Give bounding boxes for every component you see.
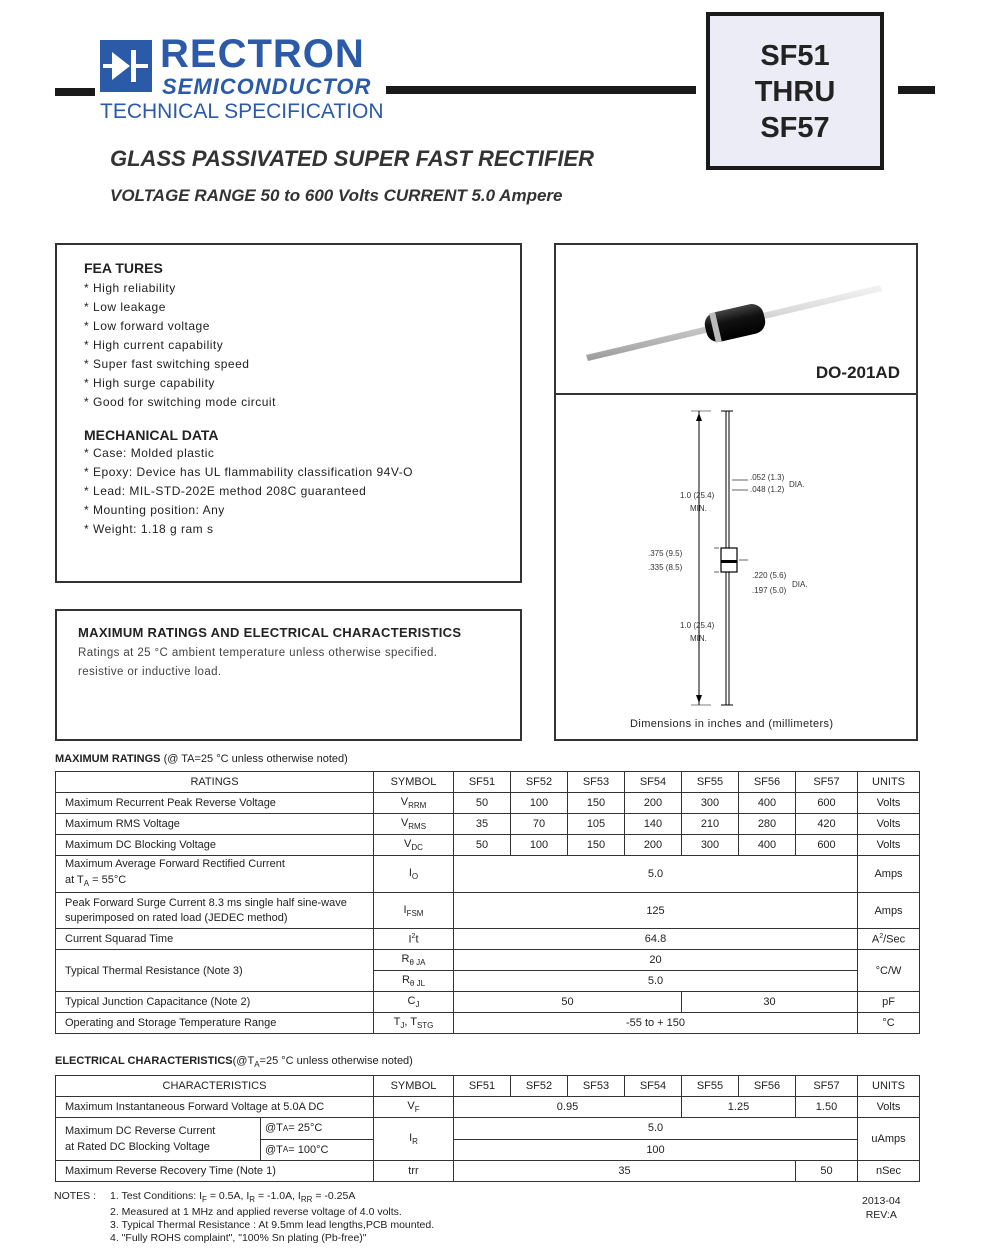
dim-len-top-1: 1.0 (25.4) [680,491,715,500]
dim-body-dia-2: .197 (5.0) [752,586,787,595]
revision-date: 2013-04 [862,1195,901,1207]
package-name: DO-201AD [815,363,900,382]
part-line-3: SF57 [760,112,830,144]
list-item: * Case: Molded plastic [84,446,215,460]
notes-section [54,1190,434,1245]
table-row: Maximum Reverse Recovery Time (Note 1) trr 35 50 nSec [56,1161,920,1182]
dim-len-bot-1: 1.0 (25.4) [680,621,715,630]
dim-body-2: .335 (8.5) [648,563,683,572]
mechanical-title: MECHANICAL DATA [84,427,219,443]
col-sf52: SF52 [511,772,568,793]
table-row: Maximum DC Blocking Voltage $V_{DC}$ 50 100 150 200 300 400 600 Volts [56,835,920,856]
table-row: Maximum Recurrent Peak Reverse Voltage $V_{RRM}$ 50 100 150 200 300 400 600 Volts [56,793,920,814]
table-row: Typical Junction Capacitance (Note 2) $C_J$ 50 30 pF [56,992,920,1013]
dimension-drawing [636,405,836,717]
table-header-row: CHARACTERISTICS SYMBOL SF51 SF52 SF53 SF54 SF55 SF56 SF57 UNITS [56,1076,920,1097]
electrical-table [55,1075,920,1182]
note-2: 2. Measured at 1 MHz and applied reverse voltage of 4.0 volts. [110,1206,402,1219]
document-title: GLASS PASSIVATED SUPER FAST RECTIFIER [110,146,595,171]
note-4: 4. "Fully ROHS complaint", "100% Sn plating (Pb-free)" [110,1232,367,1245]
list-item: * Good for switching mode circuit [84,395,276,409]
diode-photo-image [580,273,890,373]
diode-logo-icon [100,40,152,92]
list-item: * High reliability [84,281,176,295]
revision-block [862,1194,901,1222]
technical-spec-label: TECHNICAL SPECIFICATION [100,100,384,123]
document-subtitle: VOLTAGE RANGE 50 to 600 Volts CURRENT 5.0 Ampere [110,186,563,205]
table-header-row [56,772,920,793]
revision-label: REV:A [865,1209,897,1221]
package-box [554,243,918,741]
features-list [84,279,276,412]
col-units: UNITS [858,772,920,793]
table-row: Maximum Average Forward Rectified Current at $T_A = 55^\circ C$ $I_O$ 5.0 Amps [56,856,920,893]
col-sf51: SF51 [454,772,511,793]
table-row: Maximum DC Reverse Current at Rated DC Blocking Voltage @T A = 25°C @T A = 100°C $I_R$ 5.0 uAmps [56,1118,920,1140]
rectron-logo [100,40,152,92]
dim-lead-dia-2: .048 (1.2) [750,485,785,494]
list-item: * High surge capability [84,376,215,390]
table-row: Current Squarad Time $I^2t$ 64.8 $A^2$/Sec [56,929,920,950]
col-ratings: RATINGS [56,772,374,793]
table-row: Peak Forward Surge Current 8.3 ms single half sine-wave superimposed on rated load (JEDEC method) $I_{FSM}$ 125 Amps [56,893,920,929]
ratings-box-title: MAXIMUM RATINGS AND ELECTRICAL CHARACTERISTICS [78,625,462,640]
part-line-1: SF51 [760,40,830,72]
list-item: * High current capability [84,338,224,352]
list-item: * Super fast switching speed [84,357,250,371]
dim-dia-label-2: DIA. [792,580,808,589]
max-ratings-table [55,771,920,1034]
list-item: * Low forward voltage [84,319,210,333]
ratings-description-box [55,609,522,741]
dim-len-bot-2: MIN. [690,634,707,643]
header-rule-middle [386,86,696,94]
ratings-box-line1: Ratings at 25 °C ambient temperature unless otherwise specified. [78,647,438,659]
list-item: * Weight: 1.18 g ram s [84,522,214,536]
list-item: * Mounting position: Any [84,503,225,517]
part-number-box [706,12,884,170]
header-rule-left [55,88,95,96]
table-row: Maximum RMS Voltage $V_{RMS}$ 35 70 105 140 210 280 420 Volts [56,814,920,835]
brand-name: RECTRON [160,32,365,76]
brand-subtitle: SEMICONDUCTOR [162,74,372,99]
dim-dia-label: DIA. [789,480,805,489]
table-row: Operating and Storage Temperature Range $T_J$, $T_{STG}$ -55 to + 150 °C [56,1013,920,1034]
col-sf56: SF56 [739,772,796,793]
col-symbol: SYMBOL [374,772,454,793]
dim-body-1: .375 (9.5) [648,549,683,558]
col-sf57: SF57 [796,772,858,793]
table-row: Maximum Instantaneous Forward Voltage at 5.0A DC $V_F$ 0.95 1.25 1.50 Volts [56,1097,920,1118]
mechanical-list [84,444,413,539]
dimensions-note: Dimensions in inches and (millimeters) [630,718,834,730]
list-item: * Lead: MIL-STD-202E method 208C guaranteed [84,484,367,498]
elec-heading: ELECTRICAL $CHARACTERISTICS(@T_A=25$ °C unless otherwise noted) [55,1055,413,1070]
note-3: 3. Typical Thermal Resistance : At 9.5mm lead lengths,PCB mounted. [110,1219,435,1232]
col-sf53: SF53 [568,772,625,793]
dim-lead-dia-1: .052 (1.3) [750,473,785,482]
col-sf54: SF54 [625,772,682,793]
part-line-2: THRU [754,76,836,108]
dim-len-top-2: MIN. [690,504,707,513]
dim-body-dia-1: .220 (5.6) [752,571,787,580]
package-divider [556,393,916,395]
note-1: 1. Test Conditions: $I_F = 0.5A$, $I_R = -1.0A$, $I_{RR} = -0.25A$ [110,1190,356,1205]
features-title: FEA TURES [84,260,163,276]
col-sf55: SF55 [682,772,739,793]
table-row: Typical Thermal Resistance (Note 3) $R_{\theta JA}$ 20 °C/W [56,950,920,971]
notes-label: NOTES : [54,1190,97,1202]
table-row: 100 [56,1139,920,1161]
ratings-box-line2: resistive or inductive load. [78,666,222,678]
features-box [55,243,522,583]
table-row: $R_{\theta JL}$ 5.0 [56,971,920,992]
list-item: * Low leakage [84,300,166,314]
list-item: * Epoxy: Device has UL flammability classification 94V-O [84,465,414,479]
header-rule-right [898,86,935,94]
max-ratings-heading: MAXIMUM RATINGS (@ TA=25 °C unless otherwise noted) [55,753,348,765]
